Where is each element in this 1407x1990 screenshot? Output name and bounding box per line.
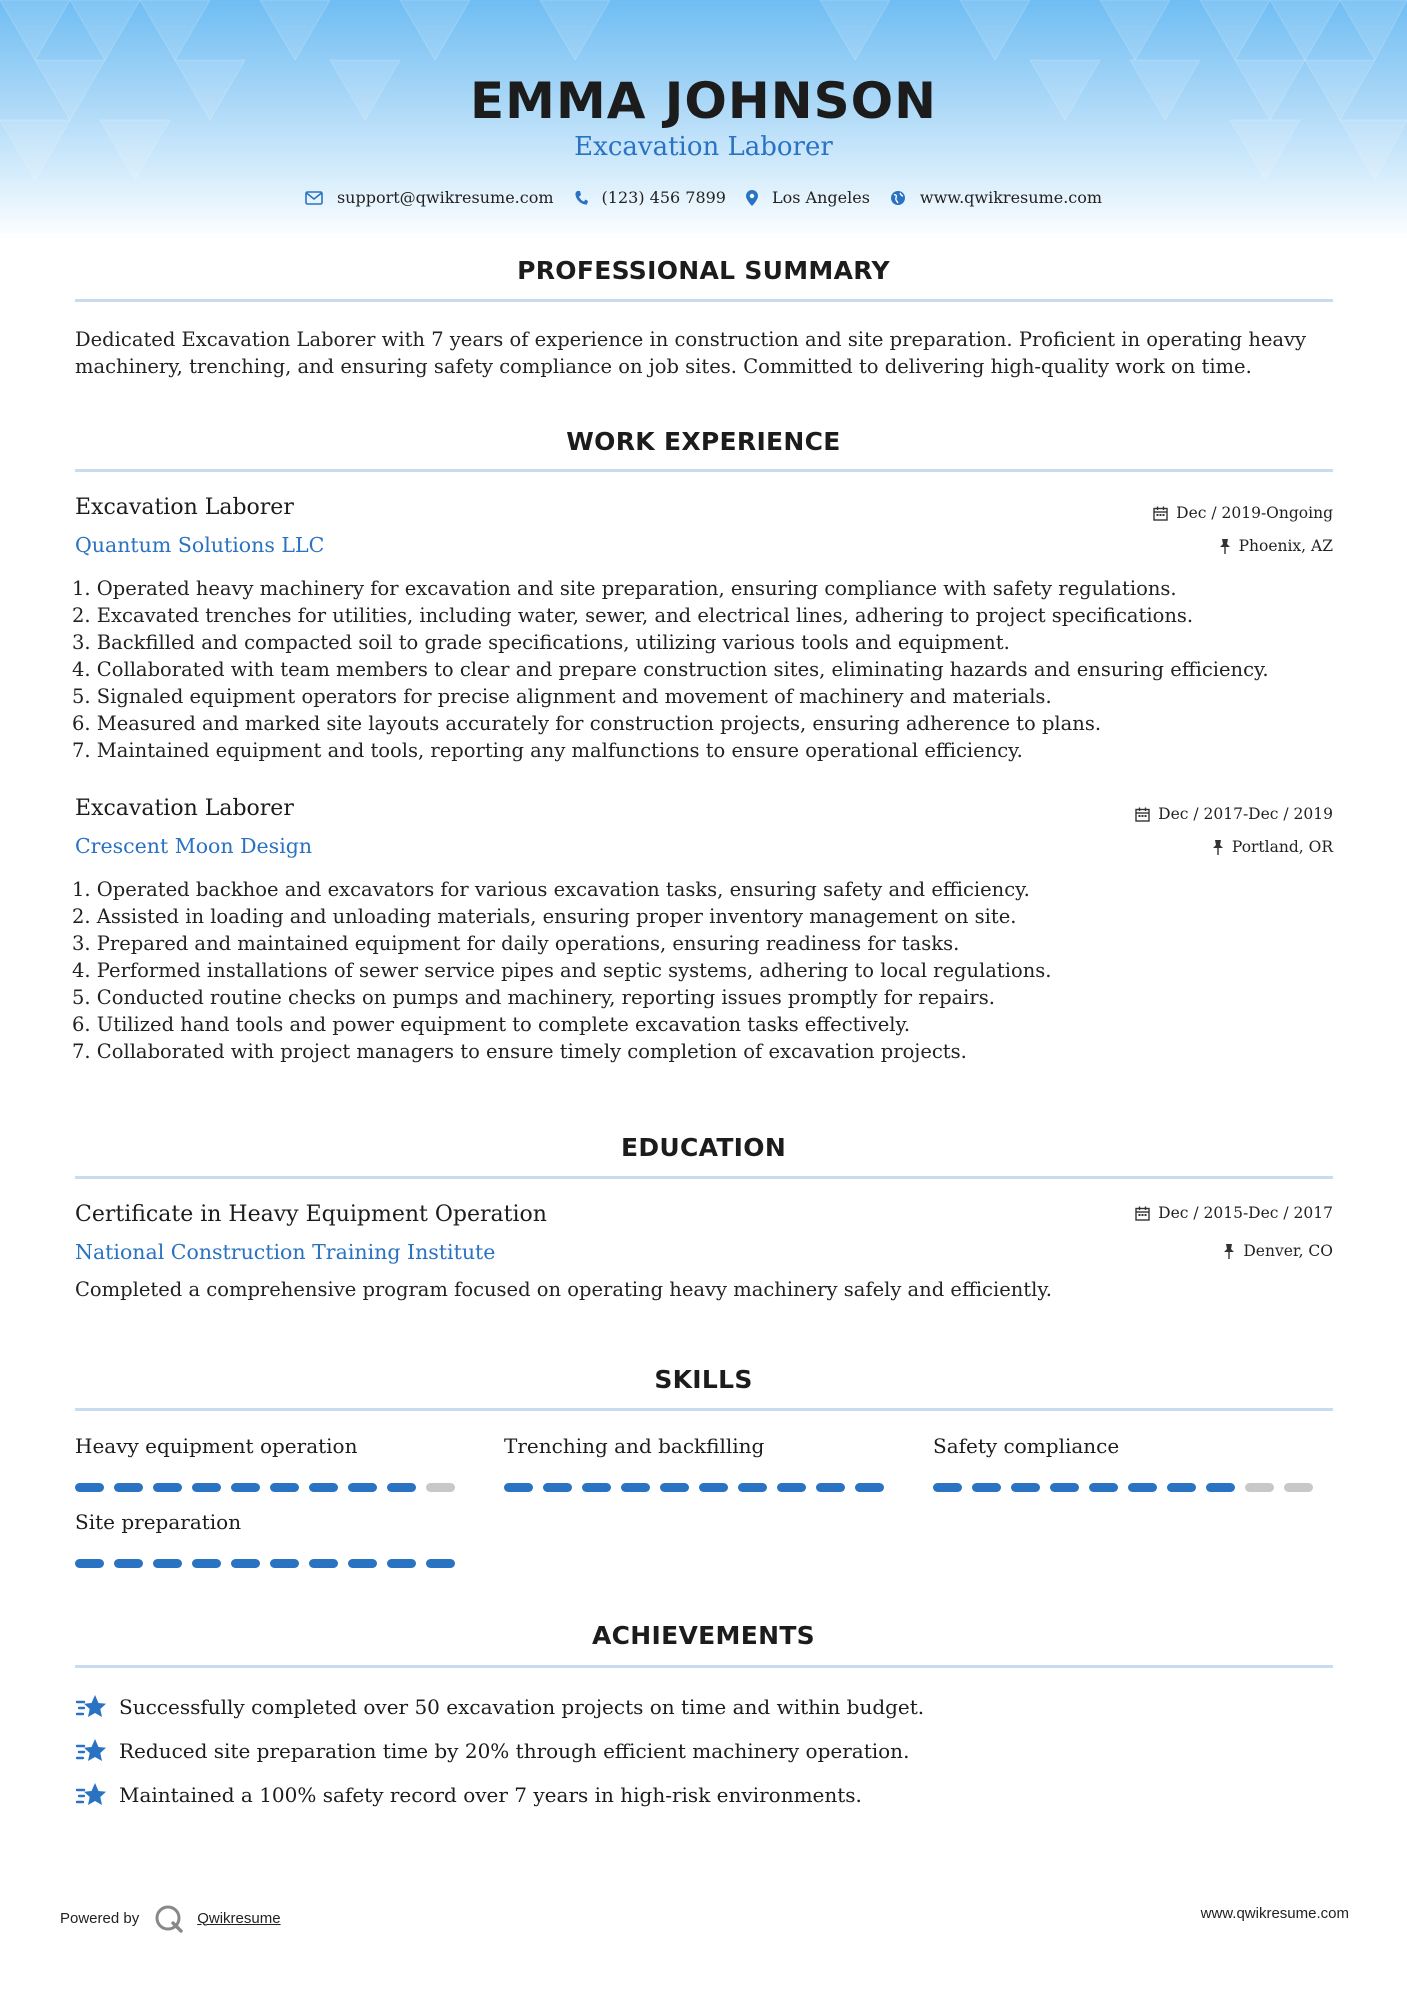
skill-dash-empty xyxy=(1284,1483,1313,1492)
map-pin-icon xyxy=(746,190,758,206)
skill-dash-filled xyxy=(153,1559,182,1568)
education-location-text: Denver, CO xyxy=(1243,1242,1333,1260)
experience-divider xyxy=(75,469,1333,472)
list-item: 3. Prepared and maintained equipment for daily operations, ensuring readiness for tasks. xyxy=(72,932,960,955)
job-dates xyxy=(1153,504,1333,522)
list-item: 1. Operated heavy machinery for excavation and site preparation, ensuring compliance with safety regulations. xyxy=(72,577,1177,600)
education-divider xyxy=(75,1176,1333,1179)
website-text: www.qwikresume.com xyxy=(919,188,1103,207)
achievement-item xyxy=(75,1737,909,1765)
skill-dash-filled xyxy=(75,1559,104,1568)
qwikresume-logo-icon xyxy=(153,1903,187,1933)
skill-dash-filled xyxy=(309,1483,338,1492)
job-location xyxy=(1219,537,1333,555)
list-item: 7. Maintained equipment and tools, reporting any malfunctions to ensure operational efficiency. xyxy=(72,739,1023,762)
education-dates-text: Dec / 2015-Dec / 2017 xyxy=(1158,1204,1333,1222)
skill-name: Site preparation xyxy=(75,1510,242,1534)
list-item: 6. Measured and marked site layouts accurately for construction projects, ensuring adherence to plans. xyxy=(72,712,1102,735)
skill-dash-filled xyxy=(738,1483,767,1492)
job-bullets xyxy=(72,876,1342,1065)
experience-heading: WORK EXPERIENCE xyxy=(566,427,841,456)
skill-name: Heavy equipment operation xyxy=(75,1434,358,1458)
skill-dash-empty xyxy=(426,1483,455,1492)
envelope-icon xyxy=(305,191,323,205)
list-item: 2. Assisted in loading and unloading materials, ensuring proper inventory management on site. xyxy=(72,905,1017,928)
skill-dash-filled xyxy=(972,1483,1001,1492)
skill-dash-filled xyxy=(1128,1483,1157,1492)
skill-dash-filled xyxy=(114,1483,143,1492)
summary-line: machinery, trenching, and ensuring safety compliance on job sites. Committed to delivering high-quality work on time. xyxy=(75,355,1252,378)
education-dates xyxy=(1135,1204,1333,1222)
star-icon xyxy=(75,1693,107,1721)
list-item: 6. Utilized hand tools and power equipment to complete excavation tasks effectively. xyxy=(72,1013,911,1036)
achievement-text: Reduced site preparation time by 20% through efficient machinery operation. xyxy=(119,1739,910,1763)
footer-website[interactable]: www.qwikresume.com xyxy=(1200,1905,1349,1922)
skill-rating xyxy=(504,1483,884,1492)
skill-dash-filled xyxy=(621,1483,650,1492)
degree-title: Certificate in Heavy Equipment Operation xyxy=(75,1202,547,1227)
achievement-text: Successfully completed over 50 excavation projects on time and within budget. xyxy=(119,1695,925,1719)
skill-dash-filled xyxy=(1089,1483,1118,1492)
achievements-heading: ACHIEVEMENTS xyxy=(592,1621,815,1650)
achievement-text: Maintained a 100% safety record over 7 years in high-risk environments. xyxy=(119,1783,862,1807)
list-item: 5. Signaled equipment operators for precise alignment and movement of machinery and materials. xyxy=(72,685,1052,708)
candidate-title: Excavation Laborer xyxy=(574,132,833,162)
footer-powered-by xyxy=(60,1903,281,1933)
powered-by-label: Powered by xyxy=(60,1909,140,1927)
contact-website[interactable] xyxy=(890,188,1102,207)
brand-link[interactable]: Qwikresume xyxy=(197,1909,281,1927)
location-text: Los Angeles xyxy=(771,188,870,207)
contact-phone[interactable] xyxy=(574,188,726,207)
list-item: 5. Conducted routine checks on pumps and machinery, reporting issues promptly for repairs. xyxy=(72,986,995,1009)
job-company: Crescent Moon Design xyxy=(75,834,313,858)
skill-dash-filled xyxy=(231,1559,260,1568)
skills-divider xyxy=(75,1408,1333,1411)
job-dates xyxy=(1135,805,1333,823)
summary-text xyxy=(75,326,1335,380)
skills-heading: SKILLS xyxy=(654,1365,753,1394)
skill-rating xyxy=(75,1483,455,1492)
skill-dash-filled xyxy=(699,1483,728,1492)
job-location xyxy=(1212,838,1333,856)
skill-dash-filled xyxy=(270,1483,299,1492)
job-company: Quantum Solutions LLC xyxy=(75,533,325,557)
summary-line: Dedicated Excavation Laborer with 7 years of experience in construction and site preparation. Proficient in operating heavy xyxy=(75,328,1307,351)
globe-icon xyxy=(890,190,906,206)
candidate-name: EMMA JOHNSON xyxy=(470,72,937,130)
skill-dash-filled xyxy=(933,1483,962,1492)
job-location-text: Portland, OR xyxy=(1231,838,1333,856)
list-item: 2. Excavated trenches for utilities, including water, sewer, and electrical lines, adhering to project specifications. xyxy=(72,604,1194,627)
list-item: 3. Backfilled and compacted soil to grade specifications, utilizing various tools and equipment. xyxy=(72,631,1010,654)
skill-dash-filled xyxy=(777,1483,806,1492)
skill-dash-filled xyxy=(387,1559,416,1568)
job-title: Excavation Laborer xyxy=(75,796,294,821)
skill-dash-empty xyxy=(1245,1483,1274,1492)
pushpin-icon xyxy=(1219,539,1231,554)
email-text: support@qwikresume.com xyxy=(336,188,554,207)
contact-bar xyxy=(0,188,1407,207)
calendar-icon xyxy=(1135,807,1150,822)
skill-dash-filled xyxy=(504,1483,533,1492)
calendar-icon xyxy=(1135,1206,1150,1221)
skill-dash-filled xyxy=(855,1483,884,1492)
skill-dash-filled xyxy=(75,1483,104,1492)
skill-dash-filled xyxy=(309,1559,338,1568)
job-dates-text: Dec / 2017-Dec / 2019 xyxy=(1158,805,1333,823)
skill-dash-filled xyxy=(1011,1483,1040,1492)
contact-email[interactable] xyxy=(305,188,554,207)
skill-dash-filled xyxy=(270,1559,299,1568)
skill-dash-filled xyxy=(816,1483,845,1492)
star-icon xyxy=(75,1737,107,1765)
education-heading: EDUCATION xyxy=(620,1133,787,1162)
achievement-item xyxy=(75,1781,862,1809)
summary-divider xyxy=(75,299,1333,302)
skill-dash-filled xyxy=(660,1483,689,1492)
list-item: 4. Performed installations of sewer service pipes and septic systems, adhering to local regulations. xyxy=(72,959,1052,982)
skill-dash-filled xyxy=(543,1483,572,1492)
skill-dash-filled xyxy=(348,1483,377,1492)
skill-dash-filled xyxy=(192,1483,221,1492)
skill-dash-filled xyxy=(231,1483,260,1492)
star-icon xyxy=(75,1781,107,1809)
school-name: National Construction Training Institute xyxy=(75,1240,496,1264)
list-item: 4. Collaborated with team members to clear and prepare construction sites, eliminating hazards and ensuring efficiency. xyxy=(72,658,1269,681)
list-item: 1. Operated backhoe and excavators for various excavation tasks, ensuring safety and efficiency. xyxy=(72,878,1030,901)
skill-rating xyxy=(75,1559,455,1568)
calendar-icon xyxy=(1153,506,1168,521)
pushpin-icon xyxy=(1212,840,1224,855)
job-location-text: Phoenix, AZ xyxy=(1238,537,1333,555)
skill-dash-filled xyxy=(582,1483,611,1492)
education-location xyxy=(1223,1242,1333,1260)
skill-dash-filled xyxy=(1050,1483,1079,1492)
skill-dash-filled xyxy=(426,1559,455,1568)
skill-dash-filled xyxy=(348,1559,377,1568)
job-title: Excavation Laborer xyxy=(75,495,294,520)
phone-text: (123) 456 7899 xyxy=(601,188,726,207)
achievements-divider xyxy=(75,1665,1333,1668)
summary-heading: PROFESSIONAL SUMMARY xyxy=(517,256,890,285)
skill-dash-filled xyxy=(1206,1483,1235,1492)
contact-location xyxy=(746,188,870,207)
list-item: 7. Collaborated with project managers to ensure timely completion of excavation projects. xyxy=(72,1040,967,1063)
job-dates-text: Dec / 2019-Ongoing xyxy=(1176,504,1333,522)
education-description: Completed a comprehensive program focused on operating heavy machinery safely and efficiently. xyxy=(75,1278,1053,1301)
phone-icon xyxy=(574,190,588,206)
skill-dash-filled xyxy=(192,1559,221,1568)
skill-dash-filled xyxy=(387,1483,416,1492)
skill-dash-filled xyxy=(114,1559,143,1568)
skill-name: Safety compliance xyxy=(933,1434,1120,1458)
achievement-item xyxy=(75,1693,924,1721)
skill-dash-filled xyxy=(1167,1483,1196,1492)
skill-name: Trenching and backfilling xyxy=(504,1434,765,1458)
job-bullets xyxy=(72,575,1342,764)
skill-rating xyxy=(933,1483,1313,1492)
pushpin-icon xyxy=(1223,1244,1235,1259)
skill-dash-filled xyxy=(153,1483,182,1492)
